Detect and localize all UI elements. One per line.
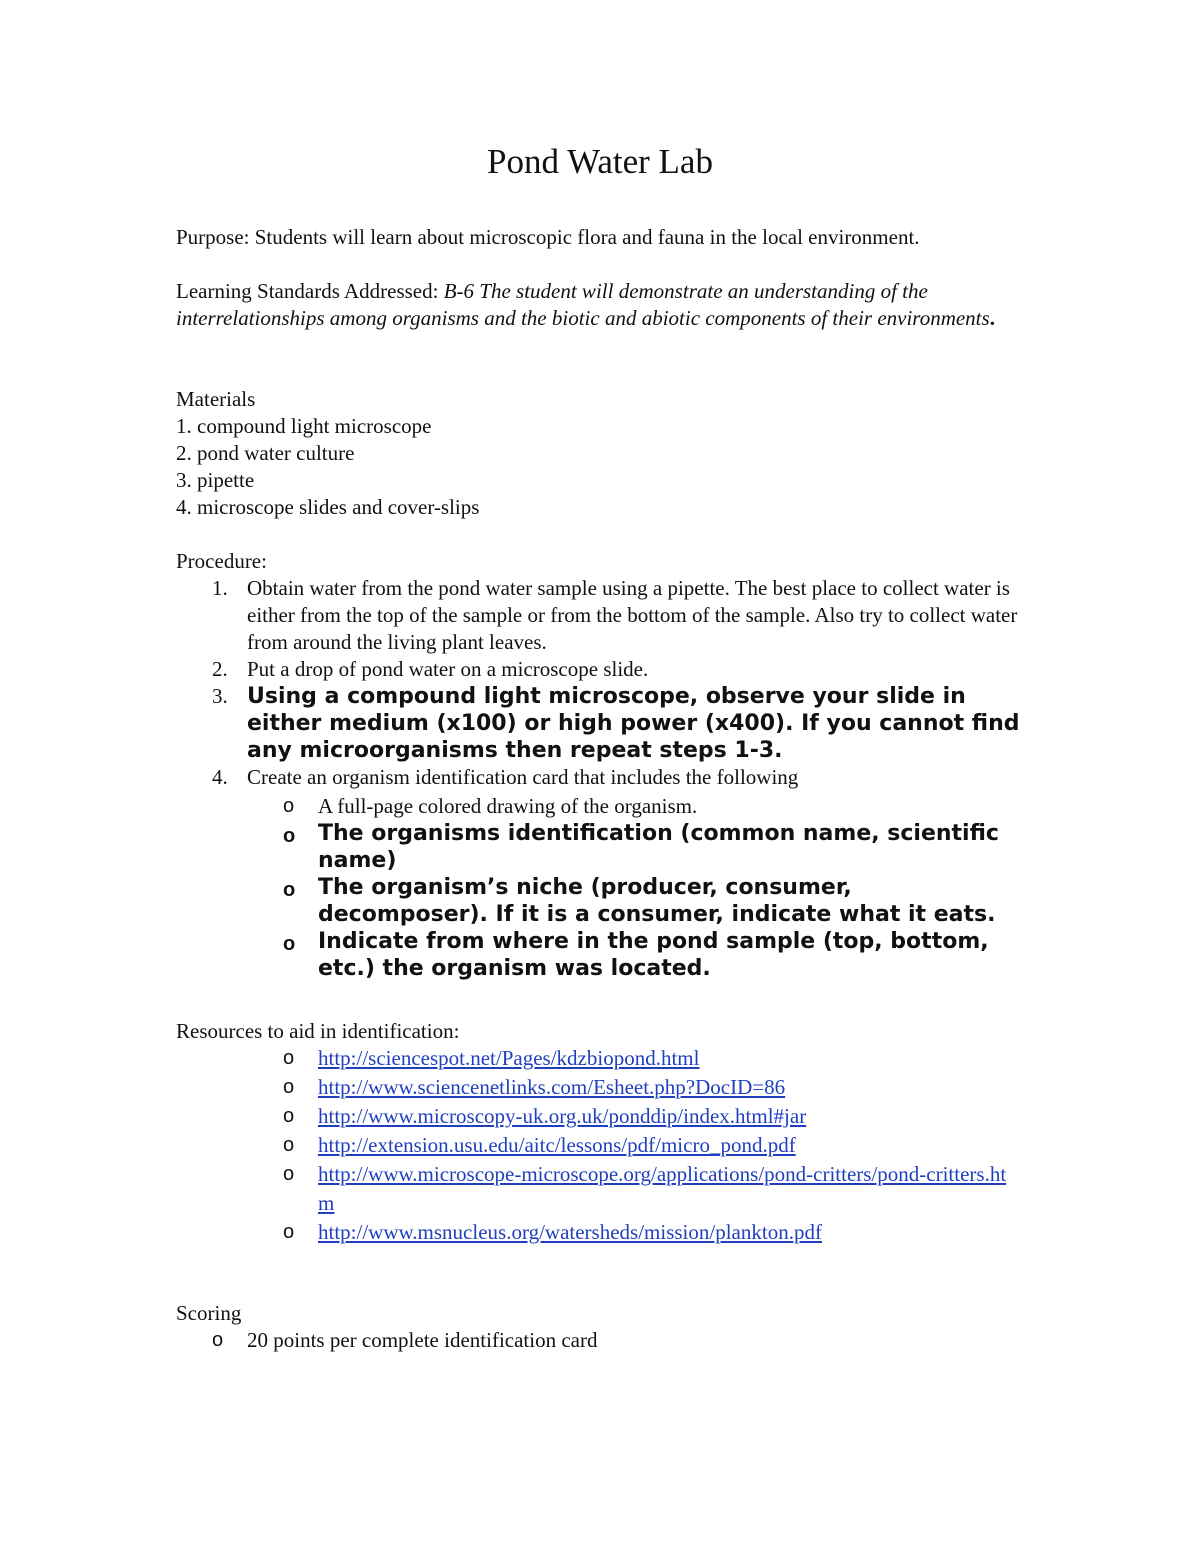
standards-text: B-6 The student will demonstrate an understanding of the interrelationships among organisms and the biotic and abiotic components of their environments: [176, 279, 990, 330]
procedure-step: [176, 764, 1036, 791]
step-text: Create an organism identification card that includes the following: [247, 765, 799, 789]
resource-link[interactable]: http://sciencespot.net/Pages/kdzbiopond.html: [318, 1046, 700, 1070]
resource-link[interactable]: http://www.microscopy-uk.org.uk/ponddip/index.html#jar: [318, 1104, 807, 1128]
standards-label: Learning Standards Addressed:: [176, 279, 439, 303]
materials-list: [176, 413, 976, 521]
scoring-heading: Scoring: [176, 1301, 242, 1325]
card-requirements-list: [283, 793, 1013, 982]
resource-item: [283, 1218, 1013, 1247]
bullet-icon: o: [283, 1163, 295, 1185]
bullet-icon: o: [283, 795, 295, 817]
procedure-list: [176, 575, 1036, 791]
bullet-icon: o: [283, 933, 296, 955]
procedure-step: [176, 656, 1036, 683]
bullet-icon: o: [283, 825, 296, 847]
bullet-icon: o: [212, 1329, 224, 1351]
procedure-heading: Procedure:: [176, 549, 267, 573]
purpose-label: Purpose:: [176, 225, 250, 249]
bullet-icon: o: [283, 1047, 295, 1069]
card-requirement: o Indicate from where in the pond sample (top, bottom, etc.) the organism was located.: [283, 929, 989, 981]
materials-item: 4. microscope slides and cover-slips: [176, 495, 480, 519]
resources-heading: Resources to aid in identification:: [176, 1019, 460, 1043]
bullet-icon: o: [283, 1221, 295, 1243]
standards-end: .: [989, 306, 995, 330]
scoring-item: o 20 points per complete identification card: [212, 1328, 598, 1352]
resource-item: [283, 1131, 1013, 1160]
procedure-step: [176, 575, 1036, 656]
resources-list: [283, 1044, 1013, 1247]
card-requirement: o The organism’s niche (producer, consumer, decomposer). If it is a consumer, indicate what it eats.: [283, 875, 996, 927]
materials-item: 2. pond water culture: [176, 441, 355, 465]
purpose-paragraph: [176, 224, 1036, 251]
step-number: 1.: [212, 576, 228, 600]
step-number: 2.: [212, 657, 228, 681]
resource-link[interactable]: http://extension.usu.edu/aitc/lessons/pdf/micro_pond.pdf: [318, 1133, 796, 1157]
materials-item: 1. compound light microscope: [176, 414, 432, 438]
materials-item: 3. pipette: [176, 468, 255, 492]
step-number: 3.: [212, 684, 228, 708]
resource-item: [283, 1073, 1013, 1102]
scoring-list: [212, 1327, 972, 1354]
standards-paragraph: [176, 278, 1036, 332]
resource-item: [283, 1102, 1013, 1131]
bullet-icon: o: [283, 1105, 295, 1127]
resource-item: [283, 1160, 1013, 1218]
materials-heading: Materials: [176, 387, 256, 411]
procedure-step: [176, 683, 1036, 764]
step-text: Obtain water from the pond water sample using a pipette. The best place to collect water is either from the top of the sample or from the bottom of the sample. Also try to collect water from around the living plant leaves.: [247, 576, 1018, 654]
bullet-icon: o: [283, 1076, 295, 1098]
resource-link[interactable]: http://www.sciencenetlinks.com/Esheet.php?DocID=86: [318, 1075, 786, 1099]
bullet-icon: o: [283, 1134, 295, 1156]
card-requirement: o The organisms identification (common name, scientific name): [283, 821, 999, 873]
step-text: Using a compound light microscope, observe your slide in either medium (x100) or high power (x400). If you cannot find any microorganisms then repeat steps 1-3.: [247, 684, 1020, 763]
resource-link[interactable]: http://www.microscope-microscope.org/applications/pond-critters/pond-critters.htm: [318, 1162, 1007, 1215]
step-number: 4.: [212, 765, 228, 789]
step-text: Put a drop of pond water on a microscope slide.: [247, 657, 649, 681]
resource-link[interactable]: http://www.msnucleus.org/watersheds/mission/plankton.pdf: [318, 1220, 822, 1244]
resource-item: [283, 1044, 1013, 1073]
bullet-icon: o: [283, 879, 296, 901]
page-title: Pond Water Lab: [487, 142, 713, 181]
card-requirement: o A full-page colored drawing of the organism.: [283, 794, 698, 818]
purpose-text: Students will learn about microscopic flora and fauna in the local environment.: [254, 225, 920, 249]
